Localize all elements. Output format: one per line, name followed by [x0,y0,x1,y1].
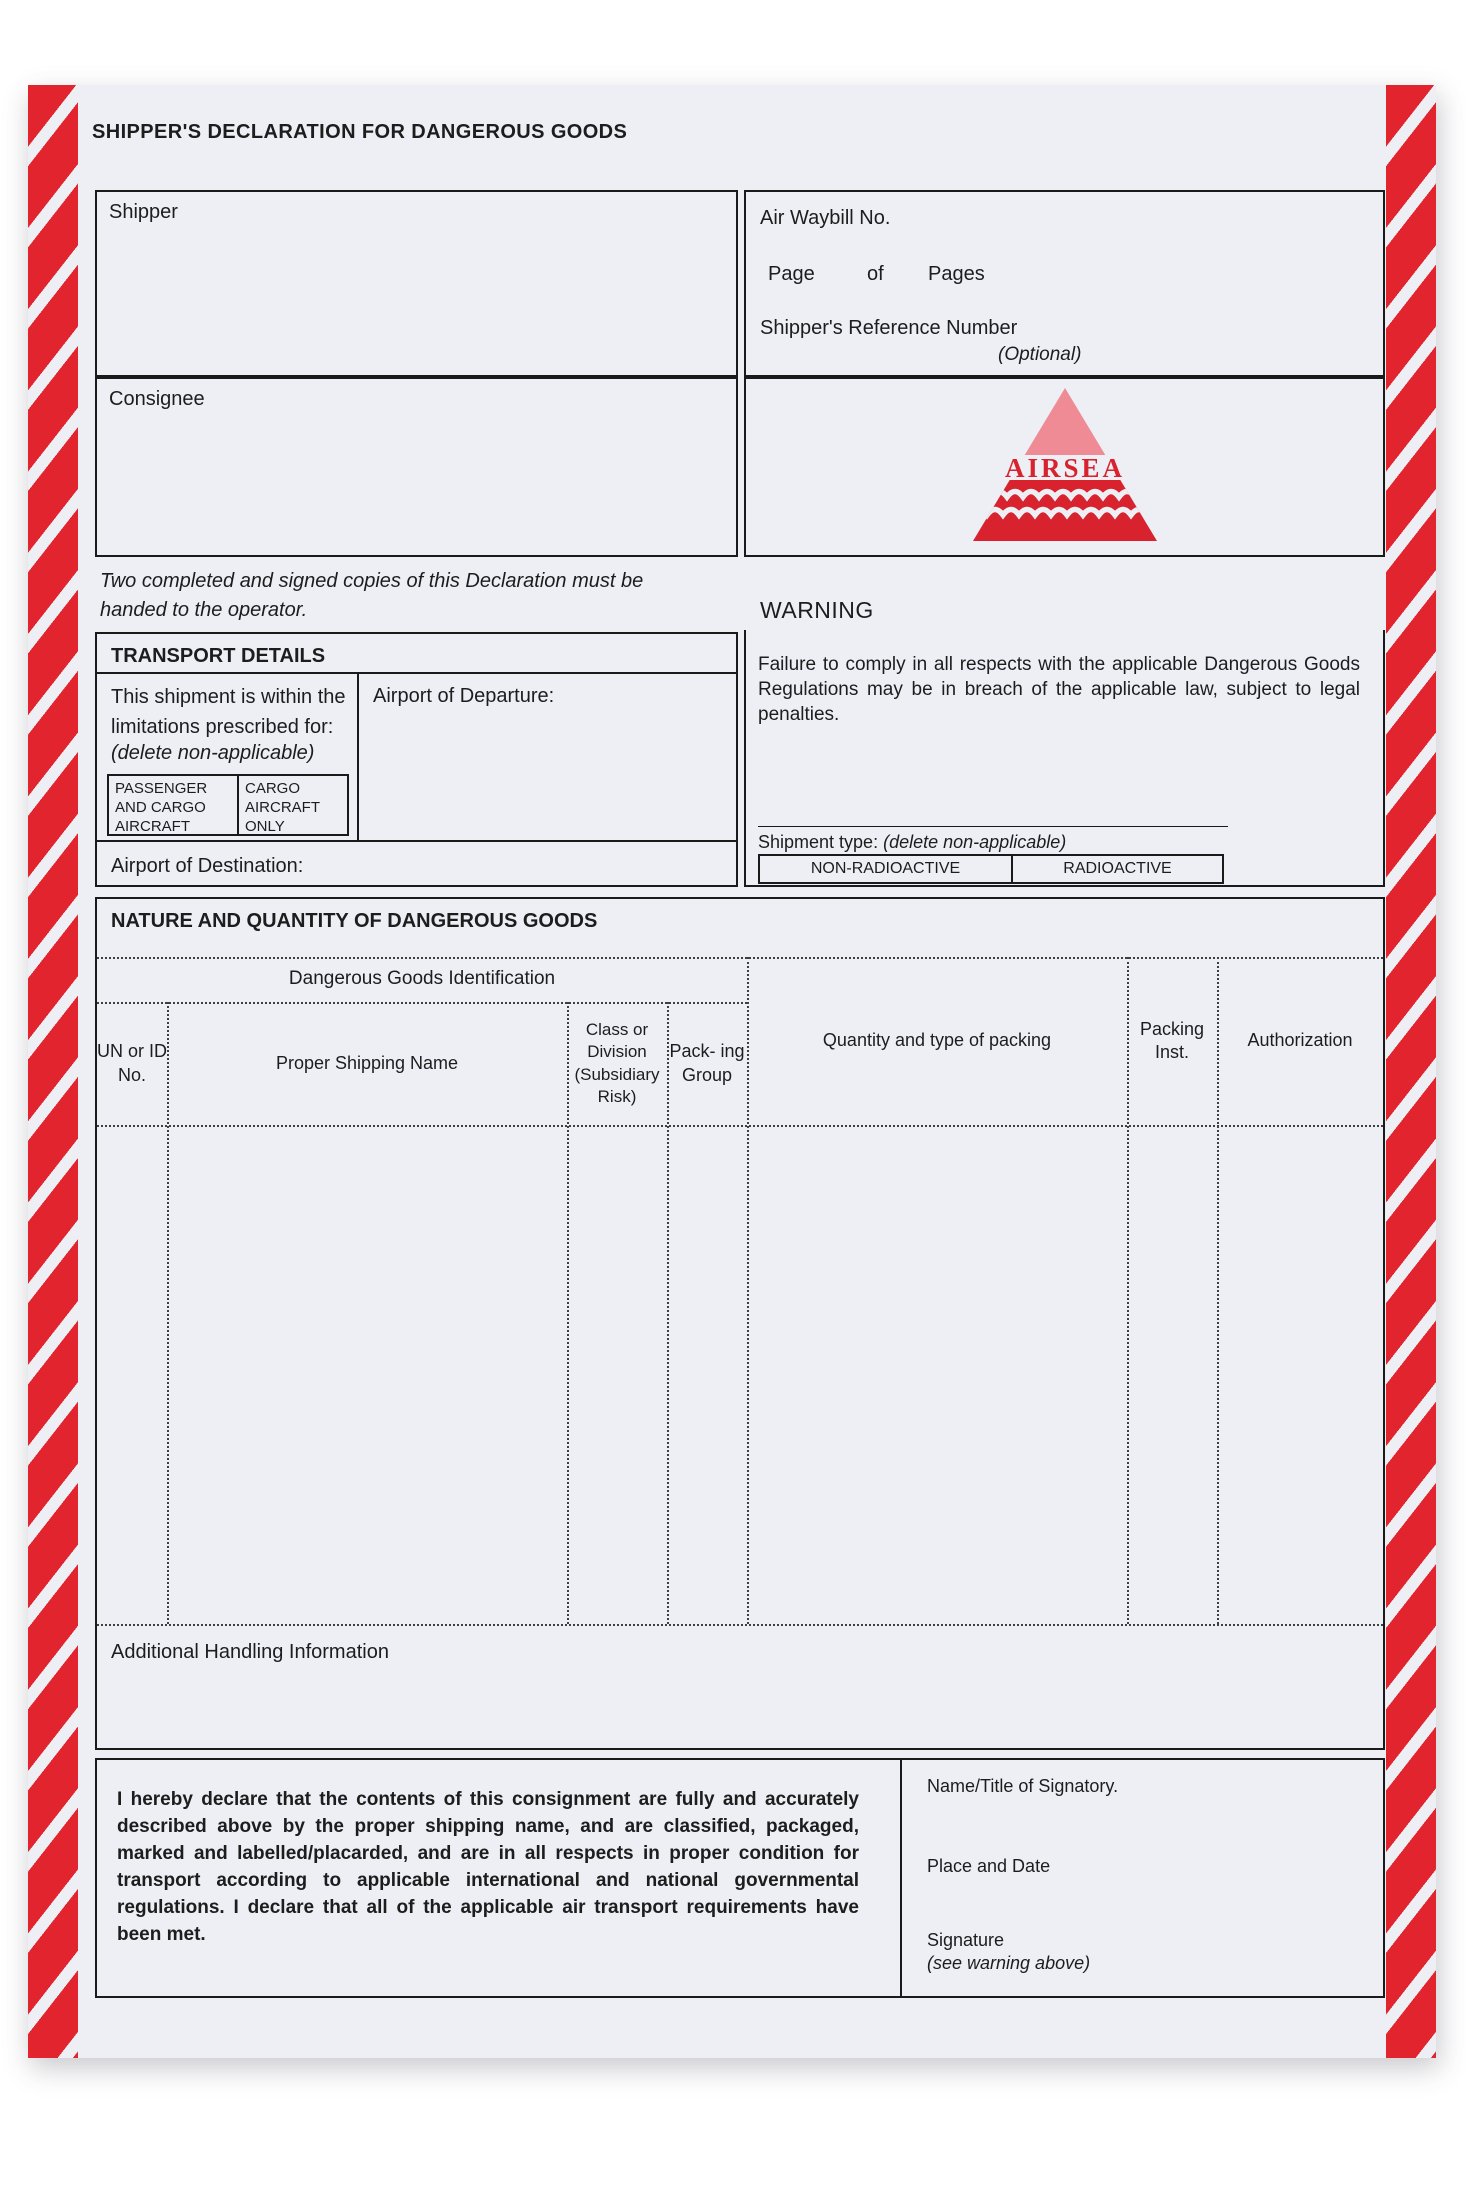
place-date-field[interactable] [902,1840,1383,1920]
hazard-stripe-right [1386,85,1436,2058]
goods-table-header: NATURE AND QUANTITY OF DANGEROUS GOODS [111,910,598,932]
warning-header: WARNING [760,597,874,623]
warning-body: Failure to comply in all respects with the applicable Dangerous Goods Regulations may be in breach of the applicable law, subject to legal penalties. [758,654,1360,725]
hazard-stripe-left [28,85,78,2058]
logo-text: AIRSEA [1004,453,1126,483]
shipment-type-options-box [758,854,1224,884]
place-date-label: Place and Date [927,1856,1051,1876]
col-group-dangerous-goods-identification: Dangerous Goods Identification [288,968,556,990]
signatory-name-field[interactable] [902,1760,1383,1840]
shipper-label: Shipper [109,201,178,223]
air-waybill-label: Air Waybill No. [760,207,891,229]
additional-handling-label: Additional Handling Information [111,1641,389,1663]
additional-handling-field[interactable] [97,1624,1383,1748]
declaration-text: I hereby declare that the contents of this consignment are fully and accurately described above by the proper shipping name, and are classified, packaged, marked and labelled/placarded, and are in all respects in proper condition for transport according to applicable international and national governmental regulations. I declare that all of the applicable air transport requirements have been met. [117,1789,859,1945]
air-waybill-field[interactable] [744,190,1385,377]
goods-table-section [95,897,1385,1750]
reference-optional-label: (Optional) [998,344,1082,365]
page-label: Page [768,263,815,285]
shipper-field[interactable] [95,190,738,377]
logo-box [744,377,1385,557]
consignee-label: Consignee [109,388,205,410]
limitations-delete-note: (delete non-applicable) [111,742,315,764]
transport-details-header: TRANSPORT DETAILS [111,645,326,667]
warning-section [744,630,1385,887]
shipper-reference-label: Shipper's Reference Number [760,317,1018,339]
shipment-type-row [758,832,1066,853]
goods-table-body[interactable] [97,1125,1383,1624]
col-header-packing-inst: Packing Inst. [1139,1018,1205,1062]
airsea-logo-icon [965,385,1165,545]
col-header-packing-group: Pack- ing Group [669,1041,745,1085]
form-title: SHIPPER'S DECLARATION FOR DANGEROUS GOODS [92,121,628,143]
pages-label: Pages [928,263,985,285]
col-header-authorization: Authorization [1247,1030,1353,1051]
signatory-label: Name/Title of Signatory. [927,1776,1119,1796]
airport-of-destination-label: Airport of Destination: [111,855,304,877]
shipment-type-label: Shipment type: [758,832,879,852]
col-header-proper-shipping-name: Proper Shipping Name [275,1052,459,1073]
limitations-text: This shipment is within the limitations prescribed for: [111,686,346,738]
airport-of-departure-field[interactable] [359,674,738,838]
consignee-field[interactable] [95,377,738,557]
shipment-type-note: (delete non-applicable) [883,832,1067,852]
signature-field[interactable] [902,1920,1383,1996]
signature-note: (see warning above) [927,1953,1091,1973]
copies-note: Two completed and signed copies of this Declaration must be handed to the operator. [100,570,644,621]
col-header-class-division: Class or Division (Subsidiary Risk) [574,1020,660,1106]
declaration-section [95,1758,1385,1998]
radioactive-option[interactable]: RADIOACTIVE [1063,859,1172,877]
airport-of-destination-field[interactable] [97,840,736,885]
of-label: of [867,263,884,285]
airport-of-departure-label: Airport of Departure: [373,685,555,707]
signature-label: Signature [927,1930,1005,1950]
non-radioactive-option[interactable]: NON-RADIOACTIVE [760,856,1013,882]
col-header-un-id-no: UN or ID No. [97,1041,168,1085]
passenger-cargo-aircraft-option[interactable]: PASSENGER AND CARGO AIRCRAFT [109,776,239,834]
dangerous-goods-declaration-form [28,85,1436,2058]
divider-line [758,826,1228,827]
transport-details-section [95,632,738,887]
aircraft-options-box [107,774,349,836]
cargo-aircraft-only-option[interactable]: CARGO AIRCRAFT ONLY [245,780,320,835]
col-header-quantity-type-packing: Quantity and type of packing [822,1030,1052,1051]
